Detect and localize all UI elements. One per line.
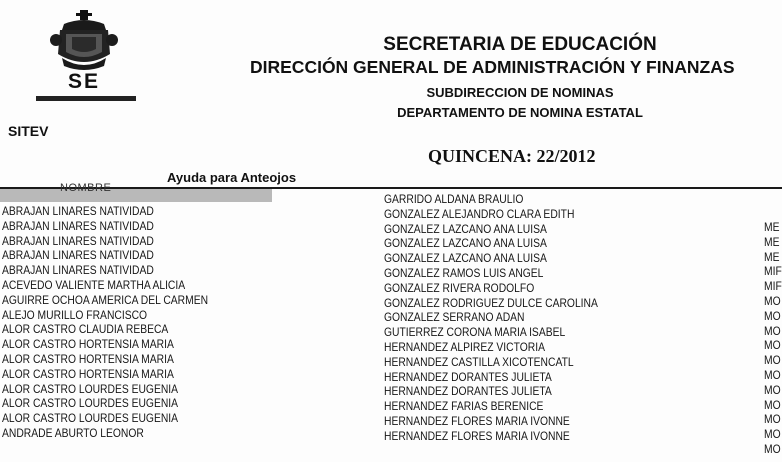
list-item: ABRAJAN LINARES NATIVIDAD [2,263,154,278]
list-item: ABRAJAN LINARES NATIVIDAD [2,233,154,248]
list-item: MIF [764,264,782,279]
list-item: ANDRADE ABURTO LEONOR [2,425,144,440]
list-item: GONZALEZ RODRIGUEZ DULCE CAROLINA [384,295,598,310]
list-item: ABRAJAN LINARES NATIVIDAD [2,204,154,218]
list-item: MO [764,323,781,338]
list-item: MO [764,308,781,323]
list-item: HERNANDEZ ALPIREZ VICTORIA [384,339,545,354]
list-item: GUTIERREZ CORONA MARIA ISABEL [384,325,566,340]
list-item: AGUIRRE OCHOA AMERICA DEL CARMEN [2,292,209,307]
list-item: HERNANDEZ FLORES MARIA IVONNE [384,428,570,443]
list-item: ALOR CASTRO HORTENSIA MARIA [2,337,174,352]
list-item: ME [764,234,780,249]
logo-caption-bar [36,96,136,101]
names-column-left [2,204,242,441]
organization-label: SITEV [8,123,49,139]
list-item: ALOR CASTRO LOURDES EUGENIA [2,381,179,396]
list-item: MO [764,338,781,353]
list-item: GONZALEZ ALEJANDRO CLARA EDITH [384,206,575,221]
names-column-middle [384,192,633,444]
list-item: ALOR CASTRO LOURDES EUGENIA [2,396,179,411]
list-item: ALOR CASTRO HORTENSIA MARIA [2,351,174,366]
list-item: ME [764,220,780,234]
document-title: SECRETARIA DE EDUCACIÓN [383,34,657,55]
list-item: HERNANDEZ DORANTES JULIETA [384,384,552,399]
list-item: HERNANDEZ CASTILLA XICOTENCATL [384,354,574,369]
list-item: GONZALEZ LAZCANO ANA LUISA [384,221,547,236]
se-logo [34,10,134,102]
list-item: HERNANDEZ FARIAS BERENICE [384,399,544,414]
logo-text: SE [67,70,100,93]
list-item: HERNANDEZ FLORES MARIA IVONNE [384,413,570,428]
document-subtitle: DIRECCIÓN GENERAL DE ADMINISTRACIÓN Y FINANZAS [250,57,735,77]
list-item: GONZALEZ RIVERA RODOLFO [384,280,535,295]
list-item: GONZALEZ LAZCANO ANA LUISA [384,251,547,266]
list-item: ALOR CASTRO CLAUDIA REBECA [2,322,169,337]
list-item: MIF [764,279,782,294]
list-item: MO [764,397,781,412]
list-item: MO [764,412,781,427]
list-item: MO [764,367,781,382]
list-item: MO [764,382,781,397]
list-item: ABRAJAN LINARES NATIVIDAD [2,218,154,233]
list-item: ALEJO MURILLO FRANCISCO [2,307,148,322]
coat-of-arms-icon [34,10,134,72]
names-column-right [764,220,782,457]
list-item: HERNANDEZ DORANTES JULIETA [384,369,552,384]
column-header-label: NOMBRE [60,182,112,194]
list-item: ALOR CASTRO LOURDES EUGENIA [2,411,179,426]
list-item: ME [764,249,780,264]
list-item: MO [764,353,781,368]
list-item: MO [764,441,781,456]
list-item: MO [764,427,781,442]
list-item: ALOR CASTRO HORTENSIA MARIA [2,366,174,381]
list-item: GARRIDO ALDANA BRAULIO [384,192,524,206]
subdirection-line: SUBDIRECCION DE NOMINAS [426,85,614,100]
list-item: GONZALEZ SERRANO ADAN [384,310,525,325]
list-item: GONZALEZ LAZCANO ANA LUISA [384,236,547,251]
period-label: QUINCENA: 22/2012 [428,146,596,166]
department-line: DEPARTAMENTO DE NOMINA ESTATAL [397,105,643,120]
list-item: ACEVEDO VALIENTE MARTHA ALICIA [2,277,186,292]
list-item: GONZALEZ RAMOS LUIS ANGEL [384,265,544,280]
list-item: MO [764,293,781,308]
list-item: ABRAJAN LINARES NATIVIDAD [2,248,154,263]
column-header-bar [0,182,272,202]
concept-label: Ayuda para Anteojos [167,170,297,185]
